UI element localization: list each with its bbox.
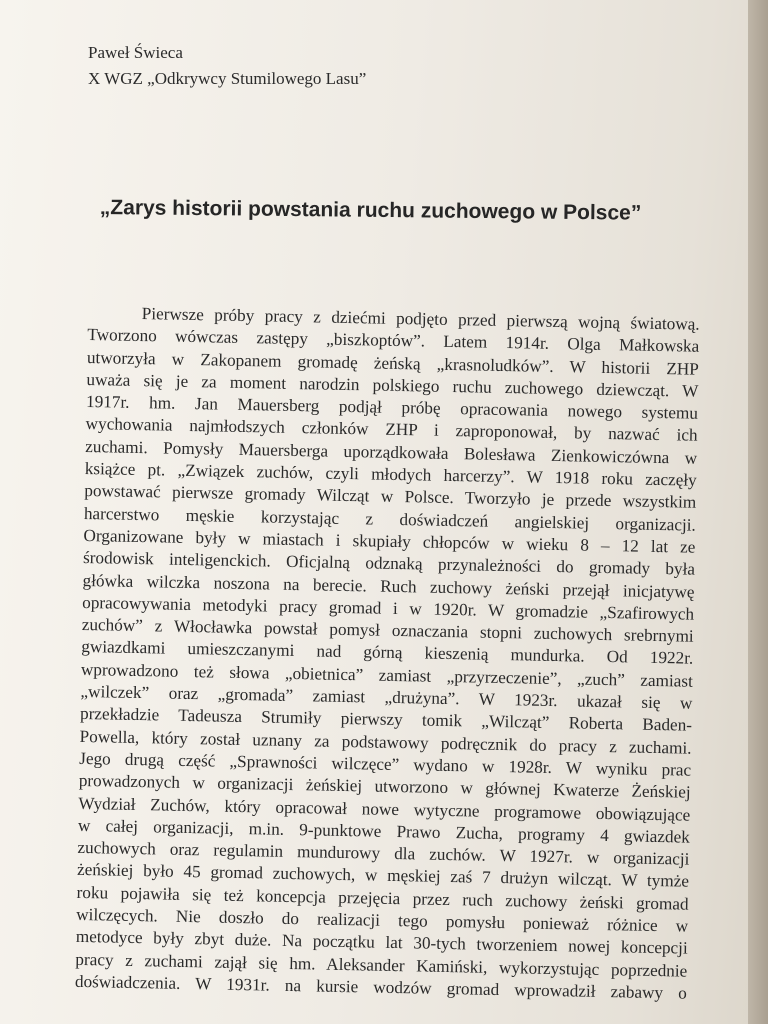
- body-paragraph: [75, 302, 700, 1005]
- body-line: pracy z zuchami zajął się hm. Aleksander Kamiński, wykorzystując poprzednie: [75, 949, 688, 981]
- body-line: harcerstwo męskie korzystając z doświadczeń angielskiej organizacji.: [83, 503, 697, 535]
- body-line: Tworzono wówczas zastępy „biszkoptów”. Latem 1914r. Olga Małkowska: [87, 325, 700, 357]
- body-line: wychowania najmłodszych członków ZHP i zaproponował, by nazwać ich: [85, 414, 698, 446]
- body-line: roku pojawiła się też koncepcja przejęcia przez ruch zuchowy żeński gromad: [76, 882, 689, 914]
- body-line: Jego drugą część „Sprawności wilczęce” wydano w 1928r. W wyniku prac: [79, 748, 692, 780]
- body-line: przekładzie Tadeusza Strumiły pierwszy tomik „Wilcząt” Roberta Baden-: [79, 704, 693, 736]
- body-line: Powella, który został uznany za podstawowy podręcznik do pracy z zuchami.: [79, 726, 692, 758]
- body-line: Pierwsze próby pracy z dziećmi podjęto przed pierwszą wojną światową.: [141, 304, 700, 334]
- body-line: Wydział Zuchów, który opracował nowe wytyczne programowe obowiązujące: [78, 793, 691, 825]
- author-block: [88, 40, 366, 92]
- body-line: zuchów” z Włocławka powstał pomysł oznaczania stopni zuchowych srebrnymi: [81, 615, 694, 646]
- body-line: gwiazdkami umieszczanymi nad górną kieszenią mundurka. Od 1922r.: [81, 637, 694, 669]
- body-line: książce pt. „Związek zuchów, czyli młodych harcerzy”. W 1918 roku zaczęły: [84, 459, 697, 490]
- body-line: prowadzonych w organizacji żeńskiej utworzono w głównej Kwaterze Żeńskiej: [78, 771, 691, 802]
- body-line: powstawać pierwsze gromady Wilcząt w Polsce. Tworzyło je przede wszystkim: [84, 481, 697, 513]
- body-line: zuchami. Pomysły Mauersberga uporządkowała Bolesława Zienkowiczówna w: [85, 436, 698, 468]
- author-unit: X WGZ „Odkrywcy Stumilowego Lasu”: [88, 69, 367, 88]
- body-line: zuchowych oraz regulamin mundurowy dla zuchów. W 1927r. w organizacji: [77, 838, 690, 869]
- body-line: środowisk inteligenckich. Oficjalną odznaką przynależności do gromady była: [82, 548, 696, 579]
- body-line: uważa się je za moment narodzin polskiego ruchu zuchowego dziewcząt. W: [86, 369, 699, 401]
- body-line: utworzyła w Zakopanem gromadę żeńską „krasnoludków”. W historii ZHP: [86, 347, 700, 379]
- body-line: „wilczek” oraz „gromada” zamiast „drużyna”. W 1923r. ukazał się w: [80, 681, 693, 713]
- page-edge: [748, 0, 768, 1024]
- body-line: w całej organizacji, m.in. 9-punktowe Prawo Zucha, programy 4 gwiazdek: [77, 815, 691, 847]
- body-line: opracowywania metodyki pracy gromad i w 1920r. W gromadzie „Szafirowych: [82, 592, 695, 624]
- body-line: żeńskiej było 45 gromad zuchowych, w męskiej zaś 7 drużyn wilcząt. W tymże: [76, 860, 690, 892]
- author-name: Paweł Świeca: [88, 43, 183, 62]
- body-line: metodyce były zbyt duże. Na początku lat 30-tych tworzeniem nowej koncepcji: [75, 927, 688, 958]
- body-line: główka wilczka noszona na berecie. Ruch zuchowy żeński przejął inicjatywę: [82, 570, 695, 602]
- body-line: doświadczenia. W 1931r. na kursie wodzów gromad wprowadził zabawy o: [74, 971, 688, 1003]
- body-line: 1917r. hm. Jan Mauersberg podjął próbę opracowania nowego systemu: [85, 392, 699, 423]
- body-line: wilczęcych. Nie doszło do realizacji tego pomysłu ponieważ różnice w: [76, 904, 689, 936]
- body-line: Organizowane były w miastach i skupiały chłopców w wieku 8 – 12 lat ze: [83, 525, 696, 557]
- body-line: wprowadzono też słowa „obietnica” zamiast „przyrzeczenie”, „zuch” zamiast: [80, 659, 694, 691]
- document-title: „Zarys historii powstania ruchu zuchowego w Polsce”: [99, 196, 642, 225]
